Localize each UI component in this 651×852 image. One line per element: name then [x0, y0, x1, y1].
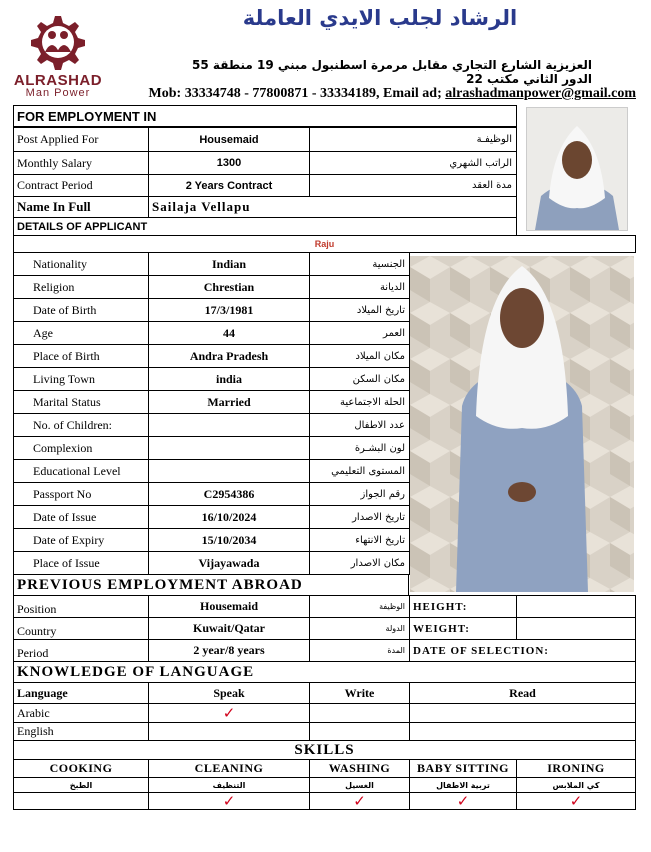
post-label-ar: الوظيفـة [309, 127, 517, 152]
arabic-write-cell [309, 703, 410, 723]
applicant-field-value: 15/10/2034 [148, 528, 310, 552]
applicant-field-label: Nationality [13, 252, 149, 276]
applicant-field-value: 44 [148, 321, 310, 345]
applicant-field-label: Living Town [13, 367, 149, 391]
prev-position-label: Position [13, 595, 149, 618]
language-section-title: KNOWLEDGE OF LANGUAGE [13, 661, 636, 683]
skill-name-ar: التنظيف [148, 777, 310, 793]
portrait-photo-small [526, 107, 628, 231]
contact-phones: Mob: 33334748 - 77800871 - 33334189, Email ad; [148, 86, 446, 101]
applicant-field-label-ar: مكان الميلاد [309, 344, 410, 368]
contract-value: 2 Years Contract [148, 174, 310, 197]
arabic-company-title: الرشاد لجلب الايدي العاملة [242, 6, 518, 30]
english-read-cell [409, 722, 636, 741]
applicant-field-label: Age [13, 321, 149, 345]
prev-country-label: Country [13, 617, 149, 640]
applicant-field-value [148, 459, 310, 483]
prev-position-ar: الوظيفة [309, 595, 410, 618]
weight-label: WEIGHT: [409, 617, 517, 640]
skill-check-icon: ✓ [516, 792, 636, 810]
applicant-field-label: Marital Status [13, 390, 149, 414]
applicant-field-value: C2954386 [148, 482, 310, 506]
height-label: HEIGHT: [409, 595, 517, 618]
applicant-field-label: Place of Issue [13, 551, 149, 575]
skill-name-ar: كي الملابس [516, 777, 636, 793]
applicant-field-label: Place of Birth [13, 344, 149, 368]
skill-name: CLEANING [148, 759, 310, 778]
language-arabic: Arabic [13, 703, 149, 723]
gear-people-icon [8, 12, 108, 76]
read-col-header: Read [409, 682, 636, 704]
weight-value [516, 617, 636, 640]
applicant-field-value: Vijayawada [148, 551, 310, 575]
applicant-field-value: Chrestian [148, 275, 310, 299]
applicant-field-label-ar: تاريخ الانتهاء [309, 528, 410, 552]
applicant-field-label-ar: مكان الاصدار [309, 551, 410, 575]
applicant-field-label-ar: تاريخ الاصدار [309, 505, 410, 529]
skill-name: WASHING [309, 759, 410, 778]
prev-position-value: Housemaid [148, 595, 310, 618]
contract-label: Contract Period [13, 174, 149, 197]
skill-check-icon [13, 792, 149, 810]
skills-section-title: SKILLS [13, 740, 636, 760]
prev-period-value: 2 year/8 years [148, 639, 310, 662]
applicant-field-label: Complexion [13, 436, 149, 460]
brand-subtitle: Man Power [25, 87, 91, 99]
name-value: Sailaja Vellapu [148, 196, 517, 218]
applicant-field-label-ar: مكان السكن [309, 367, 410, 391]
applicant-field-value [148, 413, 310, 437]
arabic-read-cell [409, 703, 636, 723]
applicant-field-label: Passport No [13, 482, 149, 506]
salary-label-ar: الراتب الشهري [309, 151, 517, 175]
post-label: Post Applied For [13, 127, 149, 152]
skill-check-icon: ✓ [409, 792, 517, 810]
brand-name: ALRASHAD [13, 72, 103, 89]
contact-email[interactable]: alrashadmanpower@gmail.com [445, 86, 636, 101]
employment-section-title: FOR EMPLOYMENT IN [13, 105, 517, 127]
skill-name: COOKING [13, 759, 149, 778]
applicant-field-value: india [148, 367, 310, 391]
applicant-field-value: 17/3/1981 [148, 298, 310, 322]
contract-label-ar: مدة العقد [309, 174, 517, 197]
language-english: English [13, 722, 149, 741]
salary-label: Monthly Salary [13, 151, 149, 175]
skill-name: BABY SITTING [409, 759, 517, 778]
language-col-header: Language [13, 682, 149, 704]
skill-check-icon: ✓ [148, 792, 310, 810]
prev-period-label: Period [13, 639, 149, 662]
applicant-field-value [148, 436, 310, 460]
arabic-speak-check-icon: ✓ [148, 703, 310, 723]
applicant-field-label-ar: لون البشـرة [309, 436, 410, 460]
applicant-field-label-ar: العمر [309, 321, 410, 345]
applicant-field-label-ar: تاريخ الميلاد [309, 298, 410, 322]
salary-value: 1300 [148, 151, 310, 175]
applicant-section-title: DETAILS OF APPLICANT [13, 217, 517, 236]
name-label: Name In Full [13, 196, 149, 218]
contact-line [120, 86, 636, 102]
prev-country-ar: الدولة [309, 617, 410, 640]
skill-check-icon: ✓ [309, 792, 410, 810]
english-write-cell [309, 722, 410, 741]
prev-country-value: Kuwait/Qatar [148, 617, 310, 640]
applicant-field-label: Religion [13, 275, 149, 299]
applicant-field-label: Date of Expiry [13, 528, 149, 552]
applicant-field-label: Date of Birth [13, 298, 149, 322]
applicant-note: Raju [13, 235, 636, 253]
previous-section-title: PREVIOUS EMPLOYMENT ABROAD [13, 574, 409, 596]
applicant-field-label: Date of Issue [13, 505, 149, 529]
applicant-field-label-ar: عدد الاطفال [309, 413, 410, 437]
applicant-field-label-ar: رقم الجواز [309, 482, 410, 506]
english-speak-cell [148, 722, 310, 741]
applicant-field-label: No. of Children: [13, 413, 149, 437]
applicant-field-label-ar: الديانة [309, 275, 410, 299]
skill-name: IRONING [516, 759, 636, 778]
prev-period-ar: المدة [309, 639, 410, 662]
applicant-field-label-ar: الحلة الاجتماعية [309, 390, 410, 414]
speak-col-header: Speak [148, 682, 310, 704]
applicant-field-value: Indian [148, 252, 310, 276]
post-value: Housemaid [148, 127, 310, 152]
selection-date-label: DATE OF SELECTION: [409, 639, 636, 662]
applicant-field-value: 16/10/2024 [148, 505, 310, 529]
skill-name-ar: تربية الاطفال [409, 777, 517, 793]
applicant-field-label: Educational Level [13, 459, 149, 483]
write-col-header: Write [309, 682, 410, 704]
applicant-full-photo [410, 256, 634, 592]
applicant-field-value: Married [148, 390, 310, 414]
applicant-field-value: Andra Pradesh [148, 344, 310, 368]
arabic-address: العزيزية الشارع التجاري مقابل مرمرة اسطنبول مبني 19 منطقة 55 الدور الثاني مكتب 22 [192, 58, 592, 86]
applicant-field-label-ar: المستوى التعليمي [309, 459, 410, 483]
skill-name-ar: الغسيل [309, 777, 410, 793]
height-value [516, 595, 636, 618]
applicant-field-label-ar: الجنسية [309, 252, 410, 276]
skill-name-ar: الطبخ [13, 777, 149, 793]
